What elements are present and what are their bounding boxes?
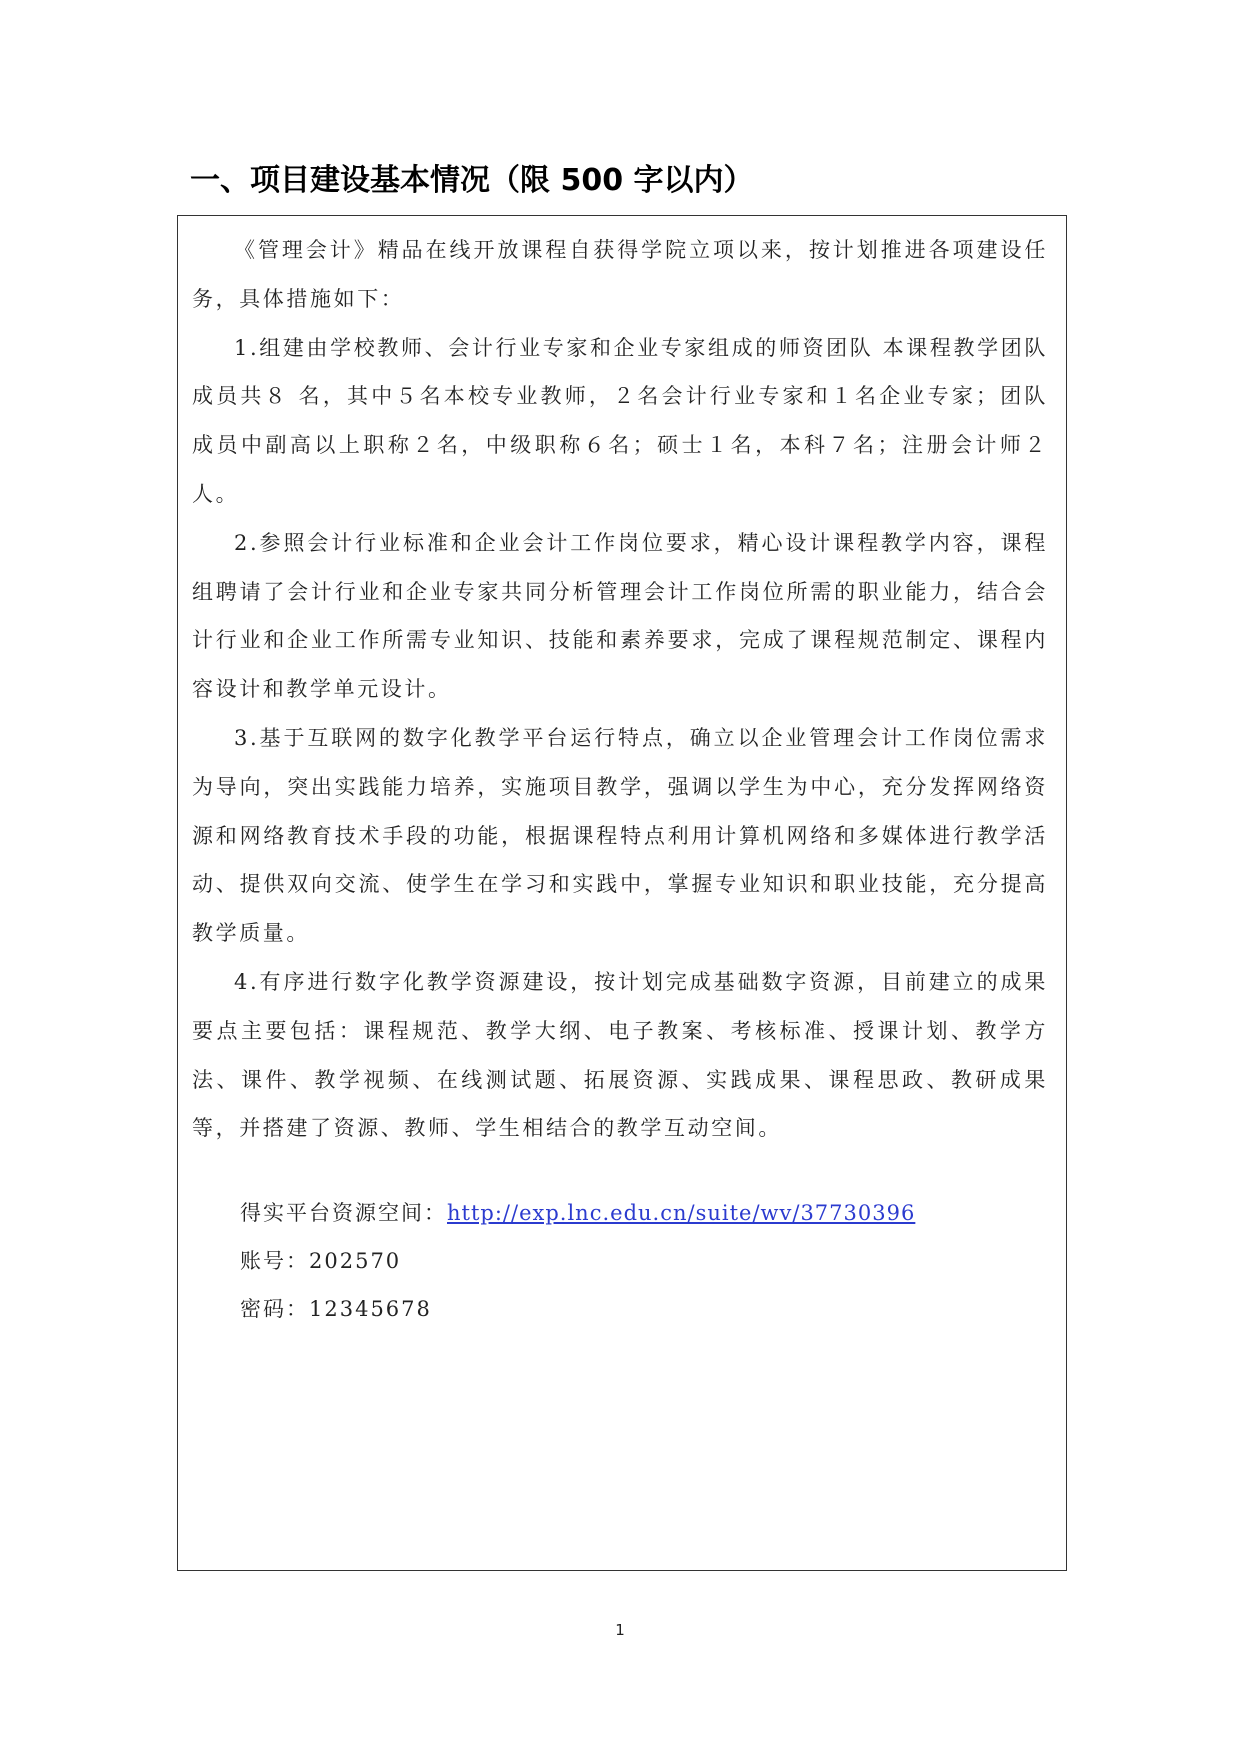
paragraph-item-3: 3.基于互联网的数字化教学平台运行特点，确立以企业管理会计工作岗位需求为导向，突出实践能力培养，实施项目教学，强调以学生为中心，充分发挥网络资源和网络教育技术手段的功能，根据课程特点利用计算机网络和多媒体进行教学活动、提供双向交流、使学生在学习和实践中，掌握专业知识和职业技能，充分提高教学质量。 bbox=[192, 725, 1048, 946]
paragraph-item-2: 2.参照会计行业标准和企业会计工作岗位要求，精心设计课程教学内容，课程组聘请了会计行业和企业专家共同分析管理会计工作岗位所需的职业能力，结合会计行业和企业工作所需专业知识、技能和素养要求，完成了课程规范制定、课程内容设计和教学单元设计。 bbox=[192, 530, 1048, 702]
paragraph-intro: 《管理会计》精品在线开放课程自获得学院立项以来，按计划推进各项建设任务，具体措施如下： bbox=[192, 238, 1048, 311]
password-line bbox=[240, 1285, 915, 1333]
section-title: 一、项目建设基本情况（限 500 字以内） bbox=[190, 163, 754, 198]
platform-link[interactable]: http://exp.lnc.edu.cn/suite/wv/37730396 bbox=[447, 1201, 916, 1225]
page-number: 1 bbox=[615, 1621, 625, 1639]
account-value: 202570 bbox=[309, 1249, 402, 1273]
password-label: 密码： bbox=[240, 1297, 309, 1321]
account-label: 账号： bbox=[240, 1249, 309, 1273]
paragraph-item-1: 1.组建由学校教师、会计行业专家和企业专家组成的师资团队 本课程教学团队成员共８ 名，其中５名本校专业教师，２名会计行业专家和１名企业专家；团队成员中副高以上职称２名，中级职称６名；硕士１名，本科７名；注册会计师２人。 bbox=[192, 335, 1048, 506]
platform-label: 得实平台资源空间： bbox=[240, 1201, 447, 1225]
paragraph-item-4: 4.有序进行数字化教学资源建设，按计划完成基础数字资源，目前建立的成果要点主要包括：课程规范、教学大纲、电子教案、考核标准、授课计划、教学方法、课件、教学视频、在线测试题、拓展资源、实践成果、课程思政、教研成果等，并搭建了资源、教师、学生相结合的教学互动空间。 bbox=[192, 969, 1048, 1141]
platform-line bbox=[240, 1189, 915, 1237]
access-info bbox=[240, 1189, 915, 1333]
content-box bbox=[177, 215, 1067, 1571]
account-line bbox=[240, 1237, 915, 1285]
password-value: 12345678 bbox=[309, 1297, 432, 1321]
body-text bbox=[192, 226, 1048, 1153]
